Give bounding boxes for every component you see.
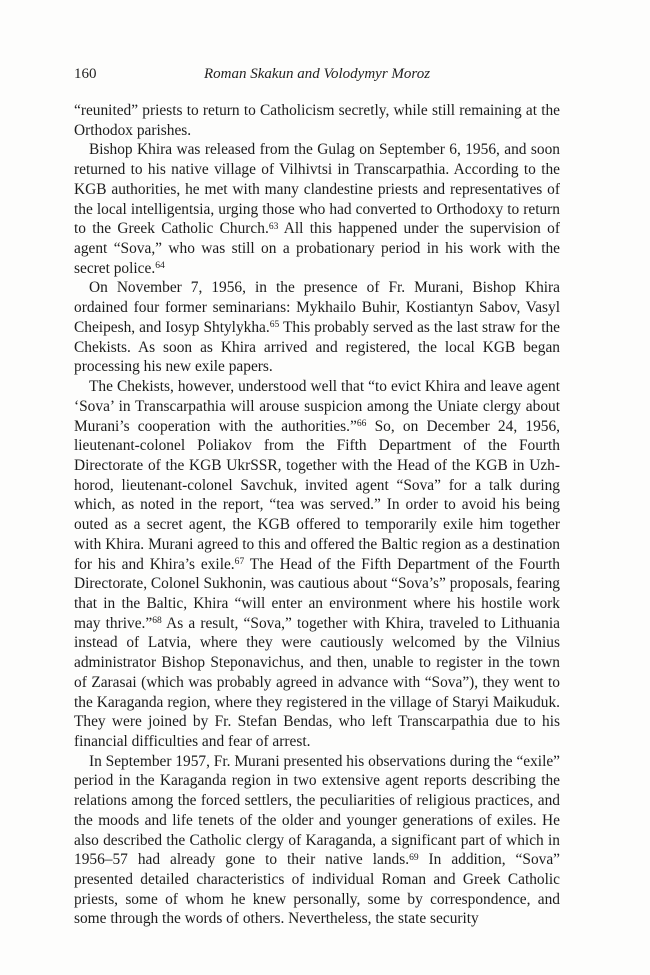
paragraph-text: This probably served as the last straw for the Chekists. As soon as Khira arrived and registered, the local KGB began processing his new exile papers. xyxy=(74,318,560,376)
footnote-marker: 65 xyxy=(269,319,280,331)
running-title: Roman Skakun and Volodymyr Moroz xyxy=(203,66,431,82)
paragraph-text: The Head of the Fifth Department of the Fourth Directorate, Colonel Sukhonin, was cautious about “Sova’s” proposals, fearing that in the Baltic, Khira “will enter an environment where his hostile work may thrive.” xyxy=(74,555,560,632)
paragraph-text: In addition, “Sova” presented detailed characteristics of individual Roman and Greek Catholic priests, some of whom he knew personally, some by correspondence, and some through the words of others. Nevertheless, the state security xyxy=(74,851,560,928)
paragraph-text: In September 1957, Fr. Murani presented his observations during the “exile” period in the Karaganda region in two extensive agent reports describing the relations among the forced settlers, the peculiarities of religious practices, and the moods and life tenets of the older and younger generations of exiles. He also described the Catholic clergy of Karaganda, a significant part of which in 1956–57 had already gone to their native lands. xyxy=(74,752,561,869)
footnote-marker: 66 xyxy=(356,417,367,429)
paragraph-text: All this happened under the supervision of agent “Sova,” who was still on a probationary period in his work with the secret police. xyxy=(74,220,560,277)
paragraph-text: The Chekists, however, understood well that “to evict Khira and leave agent ‘Sova’ in Transcarpathia will arouse suspicion among the Uniate clergy about Murani’s cooperation with the authorities.” xyxy=(74,378,560,435)
body-text xyxy=(74,101,560,929)
paragraph-text: On November 7, 1956, in the presence of Fr. Murani, Bishop Khira ordained four former seminarians: Mykhailo Buhir, Kostiantyn Sabov, Vasyl Cheipesh, and Iosyp Shtylykha. xyxy=(74,279,560,336)
paragraph xyxy=(74,278,560,377)
paragraph xyxy=(74,101,560,140)
footnote-marker: 69 xyxy=(409,851,419,863)
paragraph-text: Bishop Khira was released from the Gulag on September 6, 1956, and soon returned to his native village of Vilhivtsi in Transcarpathia. According to the KGB authorities, he met with many clandestine priests and representatives of the local intelligentsia, urging those who had converted to Orthodoxy to return to the Greek Catholic Church. xyxy=(74,141,560,238)
running-head xyxy=(74,66,560,88)
paragraph xyxy=(74,377,560,752)
footnote-marker: 63 xyxy=(268,220,279,232)
paragraph xyxy=(74,140,560,278)
paragraph-text: “reunited” priests to return to Catholicism secretly, while still remaining at the Orthodox parishes. xyxy=(74,102,560,139)
footnote-marker: 67 xyxy=(234,555,245,567)
paragraph-text: As a result, “Sova,” together with Khira, traveled to Lithuania instead of Latvia, where they were cautiously welcomed by the Vilnius administrator Bishop Steponavichus, and then, unable to register in the town of Zarasai (which was probably agreed in advance with “Sova”), they went to the Karaganda region, where they registered in the village of Staryi Maikuduk. They were joined by Fr. Stefan Bendas, who left Transcarpathia due to his financial difficulties and fear of arrest. xyxy=(74,614,560,750)
paragraph xyxy=(74,752,560,929)
page-number: 160 xyxy=(74,66,97,82)
footnote-marker: 68 xyxy=(152,614,162,626)
paragraph-text: So, on December 24, 1956, lieutenant-colonel Poliakov from the Fifth Department of the Fourth Directorate of the KGB UkrSSR, together with the Head of the KGB in Uzhhorod, lieutenant-colonel Savchuk, invited agent “Sova” for a talk during which, as noted in the report, “tea was served.” In order to avoid his being outed as a secret agent, the KGB offered to temporarily exile him together with Khira. Murani agreed to this and offered the Baltic region as a destination for his and Khira’s exile. xyxy=(74,417,560,573)
footnote-marker: 64 xyxy=(155,259,165,271)
